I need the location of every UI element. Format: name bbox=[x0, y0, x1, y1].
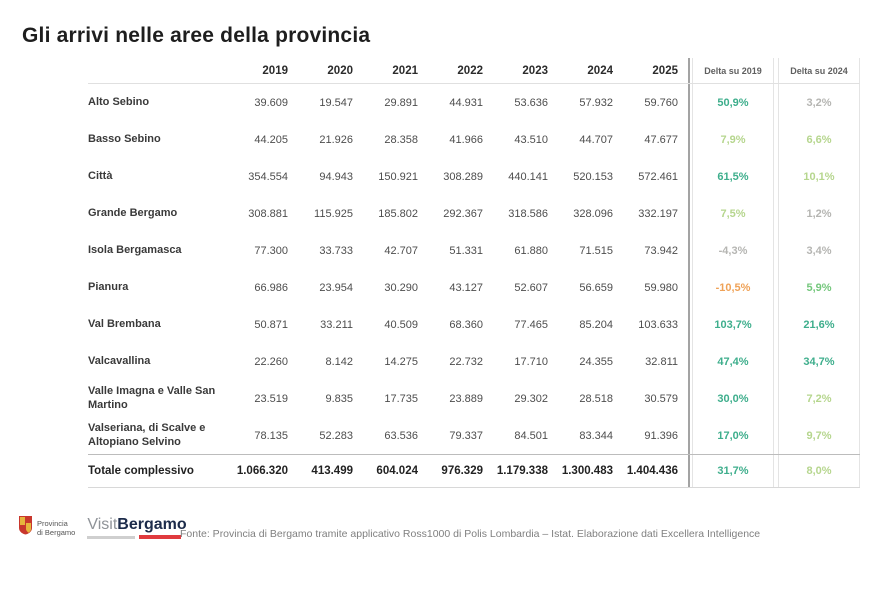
year-value: 57.932 bbox=[579, 96, 613, 109]
delta-2019-value: 47,4% bbox=[692, 343, 774, 380]
year-value: 604.024 bbox=[376, 465, 418, 477]
table-divider bbox=[688, 84, 690, 121]
year-value: 1.300.483 bbox=[561, 465, 613, 477]
delta-2024-value: 1,2% bbox=[778, 195, 860, 232]
year-value: 17.735 bbox=[384, 392, 418, 405]
visit-red-underline bbox=[139, 535, 181, 539]
year-value: 1.066.320 bbox=[236, 465, 288, 477]
year-value: 59.980 bbox=[644, 281, 678, 294]
year-value: 23.519 bbox=[254, 392, 288, 405]
delta-2019-value: -4,3% bbox=[692, 232, 774, 269]
table-row bbox=[88, 158, 860, 195]
year-value: 53.636 bbox=[514, 96, 548, 109]
year-value: 976.329 bbox=[441, 465, 483, 477]
year-value: 30.290 bbox=[384, 281, 418, 294]
area-label: Val Brembana bbox=[88, 317, 161, 330]
year-value: 150.921 bbox=[378, 170, 418, 183]
year-value: 77.465 bbox=[514, 318, 548, 331]
year-value: 292.367 bbox=[443, 207, 483, 220]
year-value: 520.153 bbox=[573, 170, 613, 183]
year-value: 51.331 bbox=[449, 244, 483, 257]
area-label: Valcavallina bbox=[88, 354, 151, 367]
area-label: Valle Imagna e Valle San Martino bbox=[88, 384, 216, 411]
provincia-crest-icon bbox=[18, 515, 33, 540]
table-row bbox=[88, 343, 860, 380]
table-row bbox=[88, 195, 860, 232]
year-value: 185.802 bbox=[378, 207, 418, 220]
year-value: 61.880 bbox=[514, 244, 548, 257]
year-value: 17.710 bbox=[514, 355, 548, 368]
visit-bergamo-logo bbox=[87, 516, 186, 539]
year-value: 32.811 bbox=[645, 355, 678, 368]
area-label: Città bbox=[88, 169, 113, 182]
delta-2019-value: 7,5% bbox=[692, 195, 774, 232]
year-value: 8.142 bbox=[325, 355, 353, 368]
year-value: 308.289 bbox=[443, 170, 483, 183]
year-value: 413.499 bbox=[311, 465, 353, 477]
year-value: 50.871 bbox=[254, 318, 288, 331]
year-value: 354.554 bbox=[248, 170, 288, 183]
delta-header-2019: Delta su 2019 bbox=[692, 58, 774, 83]
delta-2024-value: 34,7% bbox=[778, 343, 860, 380]
year-value: 78.135 bbox=[254, 429, 288, 442]
area-label: Grande Bergamo bbox=[88, 206, 178, 219]
year-value: 91.396 bbox=[644, 429, 678, 442]
provincia-di-bergamo-logo bbox=[18, 515, 75, 540]
table-divider bbox=[688, 232, 690, 269]
year-value: 318.586 bbox=[508, 207, 548, 220]
delta-2019-value: 50,9% bbox=[692, 84, 774, 121]
area-label: Pianura bbox=[88, 280, 129, 293]
year-value: 79.337 bbox=[449, 429, 483, 442]
year-value: 19.547 bbox=[319, 96, 353, 109]
year-value: 23.954 bbox=[319, 281, 353, 294]
year-value: 94.943 bbox=[319, 170, 353, 183]
year-header: 2023 bbox=[522, 64, 548, 77]
year-value: 44.707 bbox=[579, 133, 613, 146]
area-label: Alto Sebino bbox=[88, 95, 150, 108]
arrivals-table bbox=[88, 58, 860, 488]
year-value: 9.835 bbox=[325, 392, 353, 405]
year-header: 2021 bbox=[392, 64, 418, 77]
year-value: 22.260 bbox=[254, 355, 288, 368]
year-value: 71.515 bbox=[579, 244, 613, 257]
year-value: 73.942 bbox=[644, 244, 678, 257]
footer-logos bbox=[18, 515, 187, 540]
year-value: 572.461 bbox=[638, 170, 678, 183]
year-value: 33.211 bbox=[320, 318, 353, 331]
year-value: 328.096 bbox=[573, 207, 613, 220]
table-divider bbox=[688, 343, 690, 380]
year-value: 77.300 bbox=[254, 244, 288, 257]
provincia-logo-line1: Provincia bbox=[37, 518, 68, 528]
year-value: 28.518 bbox=[579, 392, 613, 405]
year-value: 1.179.338 bbox=[496, 465, 548, 477]
table-row bbox=[88, 269, 860, 306]
table-divider bbox=[688, 121, 690, 158]
visit-logo-tagline bbox=[87, 535, 186, 539]
delta-2024-value: 6,6% bbox=[778, 121, 860, 158]
year-value: 44.931 bbox=[449, 96, 483, 109]
area-label: Valseriana, di Scalve e Altopiano Selvino bbox=[88, 421, 206, 448]
year-value: 52.607 bbox=[514, 281, 548, 294]
year-value: 332.197 bbox=[638, 207, 678, 220]
year-value: 85.204 bbox=[579, 318, 613, 331]
delta-2019-value: 7,9% bbox=[692, 121, 774, 158]
delta-2024-value: 7,2% bbox=[778, 380, 860, 417]
visit-tagline-bar bbox=[87, 536, 135, 539]
provincia-logo-line2: di Bergamo bbox=[37, 527, 76, 537]
table-row bbox=[88, 84, 860, 121]
table-row bbox=[88, 417, 860, 454]
table-row bbox=[88, 380, 860, 417]
year-value: 30.579 bbox=[644, 392, 678, 405]
table-divider bbox=[688, 417, 690, 454]
year-value: 103.633 bbox=[638, 318, 678, 331]
table-total-row bbox=[88, 454, 860, 488]
year-header: 2020 bbox=[327, 64, 353, 77]
year-value: 59.760 bbox=[644, 96, 678, 109]
year-value: 115.925 bbox=[314, 207, 353, 220]
table-divider bbox=[688, 195, 690, 232]
table-divider bbox=[688, 158, 690, 195]
year-value: 23.889 bbox=[449, 392, 483, 405]
delta-2024-value: 8,0% bbox=[778, 455, 860, 487]
table-divider bbox=[688, 58, 690, 83]
year-header: 2022 bbox=[457, 64, 483, 77]
delta-header-2024: Delta su 2024 bbox=[778, 58, 860, 83]
visit-logo-part2: Bergamo bbox=[117, 516, 187, 533]
year-value: 47.677 bbox=[644, 133, 678, 146]
table-divider bbox=[688, 306, 690, 343]
year-value: 56.659 bbox=[579, 281, 613, 294]
delta-2024-value: 10,1% bbox=[778, 158, 860, 195]
delta-2024-value: 5,9% bbox=[778, 269, 860, 306]
table-divider bbox=[688, 380, 690, 417]
year-value: 33.733 bbox=[319, 244, 353, 257]
year-value: 43.510 bbox=[514, 133, 548, 146]
year-header: 2019 bbox=[262, 64, 288, 77]
year-value: 84.501 bbox=[514, 429, 548, 442]
area-label: Isola Bergamasca bbox=[88, 243, 182, 256]
delta-2019-value: 17,0% bbox=[692, 417, 774, 454]
year-header: 2025 bbox=[652, 64, 678, 77]
year-value: 40.509 bbox=[384, 318, 418, 331]
table-row bbox=[88, 121, 860, 158]
delta-2024-value: 3,4% bbox=[778, 232, 860, 269]
year-value: 43.127 bbox=[449, 281, 483, 294]
delta-2024-value: 21,6% bbox=[778, 306, 860, 343]
page-title: Gli arrivi nelle aree della provincia bbox=[22, 24, 371, 47]
year-value: 39.609 bbox=[254, 96, 288, 109]
delta-2024-value: 3,2% bbox=[778, 84, 860, 121]
year-value: 14.275 bbox=[384, 355, 418, 368]
year-value: 41.966 bbox=[449, 133, 483, 146]
delta-2019-value: 30,0% bbox=[692, 380, 774, 417]
visit-logo-part1: Visit bbox=[87, 516, 118, 533]
delta-2019-value: 61,5% bbox=[692, 158, 774, 195]
table-divider bbox=[688, 269, 690, 306]
delta-2019-value: 103,7% bbox=[692, 306, 774, 343]
year-value: 68.360 bbox=[449, 318, 483, 331]
year-value: 308.881 bbox=[248, 207, 288, 220]
year-value: 66.986 bbox=[254, 281, 288, 294]
year-value: 21.926 bbox=[319, 133, 353, 146]
year-value: 24.355 bbox=[579, 355, 613, 368]
year-value: 22.732 bbox=[449, 355, 483, 368]
area-label: Totale complessivo bbox=[88, 464, 194, 477]
year-value: 29.891 bbox=[384, 96, 418, 109]
year-value: 29.302 bbox=[514, 392, 548, 405]
year-value: 52.283 bbox=[319, 429, 353, 442]
year-value: 44.205 bbox=[254, 133, 288, 146]
source-text: Fonte: Provincia di Bergamo tramite applicativo Ross1000 di Polis Lombardia – Istat. Elaborazione dati Excellera Intelligence bbox=[180, 528, 761, 540]
year-value: 83.344 bbox=[579, 429, 613, 442]
year-value: 440.141 bbox=[508, 170, 548, 183]
year-value: 1.404.436 bbox=[626, 465, 678, 477]
table-row bbox=[88, 306, 860, 343]
table-header-row bbox=[88, 58, 860, 84]
delta-2019-value: 31,7% bbox=[692, 455, 774, 487]
area-label: Basso Sebino bbox=[88, 132, 161, 145]
year-value: 42.707 bbox=[384, 244, 418, 257]
year-value: 28.358 bbox=[384, 133, 418, 146]
year-value: 63.536 bbox=[384, 429, 418, 442]
year-header: 2024 bbox=[587, 64, 613, 77]
table-divider bbox=[688, 455, 690, 487]
delta-2024-value: 9,7% bbox=[778, 417, 860, 454]
table-row bbox=[88, 232, 860, 269]
delta-2019-value: -10,5% bbox=[692, 269, 774, 306]
